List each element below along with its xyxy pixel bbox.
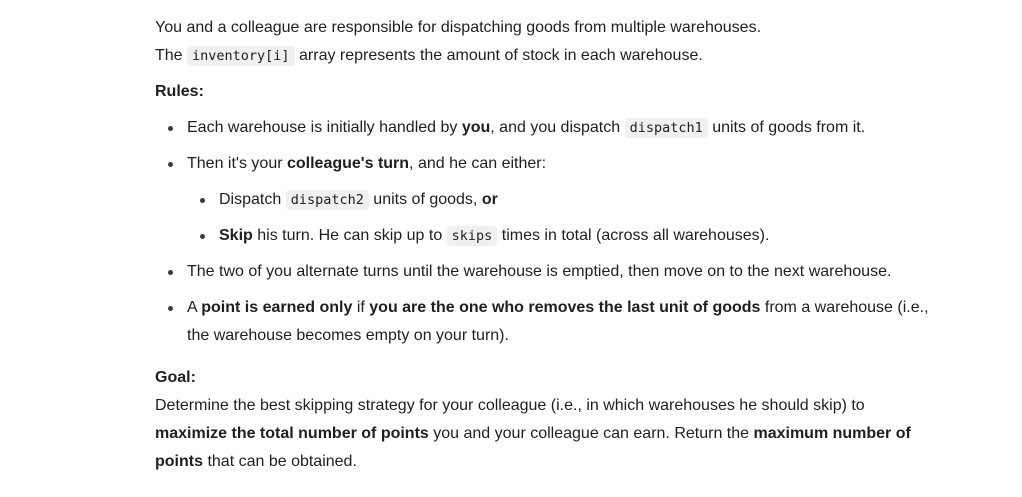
rule-2-bold-colleague: colleague's turn [286,155,410,172]
rule-item-colleague-turn [155,150,935,250]
rule-item-point [155,294,935,350]
rule-2-text-a: Then it's your [187,155,287,172]
option-2-text-a: his turn. He can skip up to [252,227,447,244]
rules-list [155,114,935,350]
goal-bold-max-points: maximum number of points [155,425,911,470]
inline-code-skips: skips [447,226,498,246]
intro-line-1: You and a colleague are responsible for dispatching goods from multiple warehouses. [155,19,762,36]
rule-4-bold-last-unit: you are the one who removes the last unit of goods [369,299,761,316]
rule-1-bold-you: you [461,119,491,136]
rule-item-initial-dispatch [155,114,935,142]
goal-text-c: that can be obtained. [203,453,357,470]
goal-text [155,392,935,476]
option-1-text-b: units of goods, [368,191,482,208]
intro-line-2-text-b: array represents the amount of stock in each warehouse. [294,47,703,64]
option-dispatch [187,186,935,214]
rule-2-text-b: , and he can either: [409,155,547,172]
rule-4-text-c: from a warehouse (i.e., the warehouse becomes empty on your turn). [187,299,929,344]
rule-4-text-b: if [352,299,370,316]
option-2-text-b: times in total (across all warehouses). [497,227,770,244]
goal-bold-maximize: maximize the total number of points [155,425,429,442]
rule-item-alternate [155,258,935,286]
inline-code-inventory: inventory[i] [187,46,295,66]
rules-heading: Rules: [155,83,204,100]
problem-statement [155,14,935,476]
goal-text-a: Determine the best skipping strategy for your colleague (i.e., in which warehouses he should skip) to [155,397,865,414]
rule-1-text-c: units of goods from it. [707,119,866,136]
rule-4-text-a: A [187,299,202,316]
rule-3-text: The two of you alternate turns until the warehouse is emptied, then move on to the next warehouse. [187,263,892,280]
option-2-bold-skip: Skip [219,227,253,244]
intro-line-2-text-a: The [155,47,188,64]
option-1-bold-or: or [481,191,498,208]
goal-text-b: you and your colleague can earn. Return the [428,425,754,442]
option-1-text-a: Dispatch [219,191,286,208]
intro-line-2 [155,42,935,70]
goal-heading: Goal: [155,369,196,386]
rule-1-text-b: , and you dispatch [490,119,625,136]
option-skip [187,222,935,250]
inline-code-dispatch1: dispatch1 [625,118,708,138]
inline-code-dispatch2: dispatch2 [286,190,369,210]
rule-4-bold-point: point is earned only [201,299,353,316]
rule-1-text-a: Each warehouse is initially handled by [187,119,462,136]
colleague-options-list [187,186,935,250]
